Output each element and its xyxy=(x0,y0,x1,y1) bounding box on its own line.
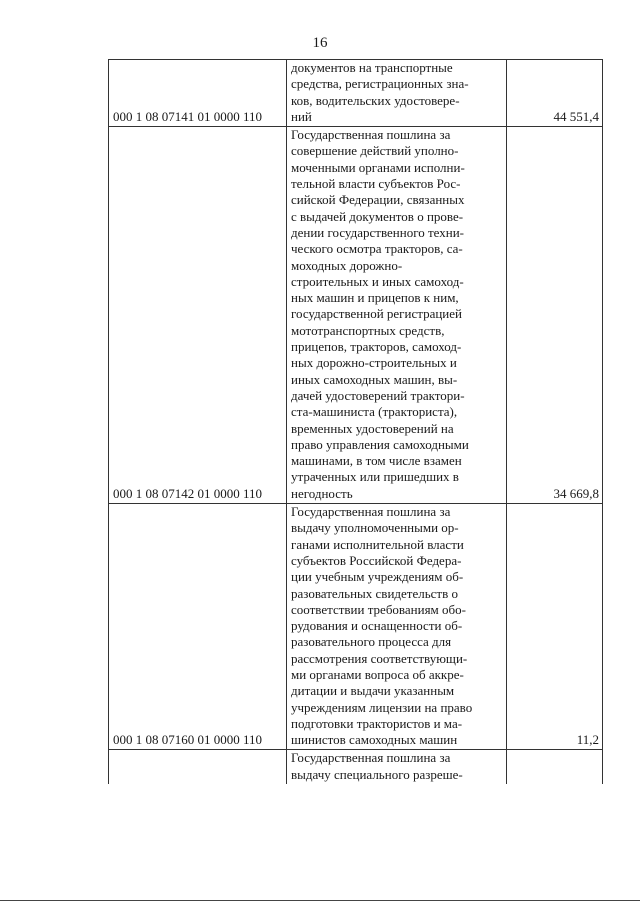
description-line: мототранспортных средств, xyxy=(291,322,445,338)
revenue-amount: 44 551,4 xyxy=(507,60,603,127)
description-line: Государственная пошлина за xyxy=(291,127,451,143)
table-row xyxy=(109,127,603,504)
description-line: совершение действий уполно- xyxy=(291,143,459,159)
revenue-amount: 34 669,8 xyxy=(507,127,603,504)
revenue-description xyxy=(287,127,507,504)
description-line: право управления самоходными xyxy=(291,436,469,452)
description-line: временных удостоверений на xyxy=(291,420,454,436)
description-line: с выдачей документов о прове- xyxy=(291,208,464,224)
revenue-amount xyxy=(507,750,603,784)
description-line: ных дорожно-строительных и xyxy=(291,355,457,371)
revenue-description xyxy=(287,60,507,127)
description-line: ста-машиниста (тракториста), xyxy=(291,404,458,420)
description-line: Государственная пошлина за xyxy=(291,504,451,520)
budget-classification-code: 000 1 08 07141 01 0000 110 xyxy=(109,60,287,127)
description-line: иных самоходных машин, вы- xyxy=(291,371,458,387)
description-line: ции учебным учреждениям об- xyxy=(291,569,464,585)
description-line: машинами, в том числе взамен xyxy=(291,453,462,469)
page-bottom-rule xyxy=(0,900,640,901)
budget-classification-code xyxy=(109,750,287,784)
description-line: государственной регистрацией xyxy=(291,306,462,322)
description-line: рассмотрения соответствующи- xyxy=(291,650,468,666)
table-row xyxy=(109,750,603,784)
description-line: выдачу уполномоченными ор- xyxy=(291,520,459,536)
description-line: ческого осмотра тракторов, са- xyxy=(291,241,463,257)
description-line: разовательных свидетельств о xyxy=(291,585,458,601)
budget-classification-code: 000 1 08 07142 01 0000 110 xyxy=(109,127,287,504)
description-line: Государственная пошлина за xyxy=(291,750,451,766)
description-line: строительных и иных самоход- xyxy=(291,273,464,289)
description-line: моходных дорожно- xyxy=(291,257,403,273)
description-line: утраченных или пришедших в xyxy=(291,469,459,485)
description-line: рудования и оснащенности об- xyxy=(291,618,463,634)
revenue-description xyxy=(287,750,507,784)
revenue-amount: 11,2 xyxy=(507,504,603,750)
description-line: прицепов, тракторов, самоход- xyxy=(291,339,462,355)
description-line: дачей удостоверений трактори- xyxy=(291,387,465,403)
description-line: моченными органами исполни- xyxy=(291,159,465,175)
description-line: ми органами вопроса об аккре- xyxy=(291,666,464,682)
description-line: соответствии требованиям обо- xyxy=(291,601,466,617)
description-line: ганами исполнительной власти xyxy=(291,536,464,552)
description-line: дитации и выдачи указанным xyxy=(291,683,455,699)
description-line: дении государственного техни- xyxy=(291,224,464,240)
description-line: средства, регистрационных зна- xyxy=(291,76,469,92)
description-line: ных машин и прицепов к ним, xyxy=(291,290,459,306)
description-line: подготовки трактористов и ма- xyxy=(291,715,463,731)
description-line: тельной власти субъектов Рос- xyxy=(291,176,461,192)
description-line: негодность xyxy=(291,485,353,501)
table-body xyxy=(109,60,603,785)
description-line: выдачу специального разреше- xyxy=(291,766,463,782)
description-line: сийской Федерации, связанных xyxy=(291,192,465,208)
budget-classification-code: 000 1 08 07160 01 0000 110 xyxy=(109,504,287,750)
table-row xyxy=(109,60,603,127)
revenue-description xyxy=(287,504,507,750)
description-line: субъектов Российской Федера- xyxy=(291,552,462,568)
description-line: ков, водительских удостовере- xyxy=(291,92,460,108)
budget-revenue-table xyxy=(108,59,603,784)
description-line: разовательного процесса для xyxy=(291,634,452,650)
description-line: учреждениям лицензии на право xyxy=(291,699,473,715)
page-number: 16 xyxy=(312,35,328,51)
description-line: документов на транспортные xyxy=(291,60,453,75)
description-line: шинистов самоходных машин xyxy=(291,732,458,748)
description-line: ний xyxy=(291,108,312,124)
table-row xyxy=(109,504,603,750)
